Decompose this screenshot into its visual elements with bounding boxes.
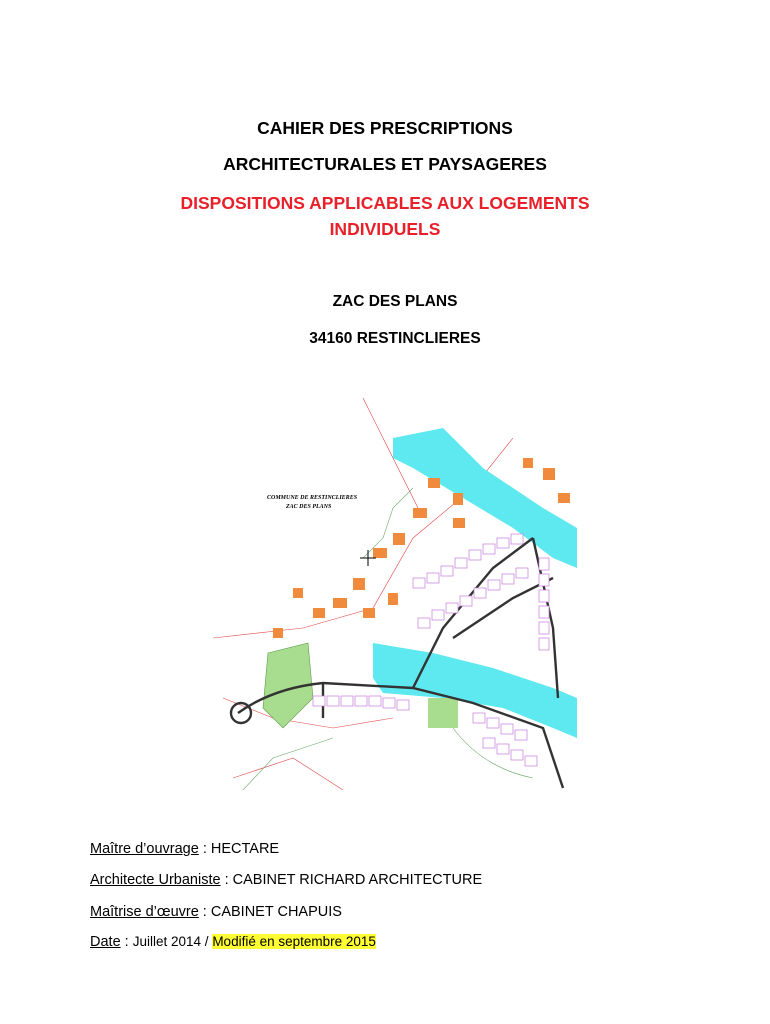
date-slash: / bbox=[201, 934, 213, 949]
project-city: 34160 RESTINCLIERES bbox=[309, 330, 481, 347]
works-value: : CABINET CHAPUIS bbox=[198, 904, 342, 920]
project-name: ZAC DES PLANS bbox=[332, 293, 458, 310]
date-line bbox=[90, 934, 376, 950]
architect-line bbox=[90, 872, 482, 888]
architect-value: : CABINET RICHARD ARCHITECTURE bbox=[220, 872, 483, 888]
title-line-3: DISPOSITIONS APPLICABLES AUX LOGEMENTS bbox=[180, 193, 590, 213]
date-value: Juillet 2014 bbox=[132, 934, 202, 949]
owner-line bbox=[90, 841, 279, 857]
site-plan-image bbox=[213, 398, 577, 790]
works-label: Maîtrise d’œuvre bbox=[90, 904, 199, 920]
title-line-2: ARCHITECTURALES ET PAYSAGERES bbox=[223, 154, 547, 174]
date-separator: : bbox=[120, 934, 133, 950]
works-line bbox=[90, 904, 342, 920]
date-modified: Modifié en septembre 2015 bbox=[212, 934, 376, 949]
architect-label: Architecte Urbaniste bbox=[90, 872, 221, 888]
date-label: Date bbox=[90, 934, 121, 950]
plan-caption-line-1: COMMUNE DE RESTINCLIERES bbox=[267, 495, 358, 501]
plan-caption-line-2: ZAC DES PLANS bbox=[286, 504, 332, 510]
title-line-4: INDIVIDUELS bbox=[329, 219, 441, 239]
owner-label: Maître d’ouvrage bbox=[90, 841, 199, 857]
owner-value: : HECTARE bbox=[198, 841, 280, 857]
title-line-1: CAHIER DES PRESCRIPTIONS bbox=[257, 118, 513, 138]
